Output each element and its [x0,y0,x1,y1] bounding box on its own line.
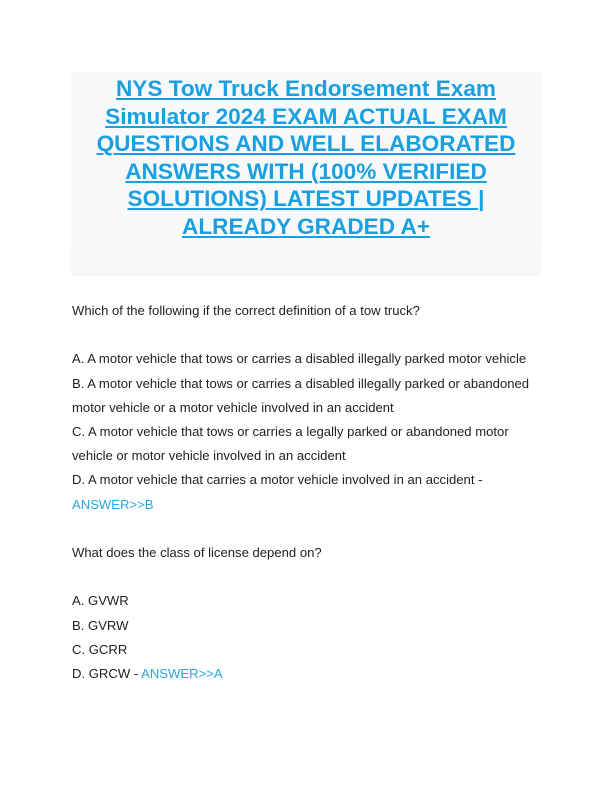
question-text: Which of the following if the correct definition of a tow truck? [72,303,420,318]
document-title[interactable]: NYS Tow Truck Endorsement Exam Simulator 2024 EXAM ACTUAL EXAM QUESTIONS AND WELL ELABORATED ANSWERS WITH (100% VERIFIED SOLUTIONS) LATEST UPDATES | ALREADY GRADED A+ [96,76,516,239]
option-a: A. GVWR [72,593,129,609]
question-text: What does the class of license depend on? [72,545,322,560]
option-a: A. A motor vehicle that tows or carries a disabled illegally parked motor vehicle [72,351,527,367]
option-d-text: D. GRCW - [72,666,139,681]
question-block-2 [72,541,532,686]
title-box [71,72,541,276]
answer-label: ANSWER>>A [141,666,223,681]
spacer [72,323,532,347]
question-block-1 [72,299,532,517]
option-b: B. GVRW [72,617,129,633]
option-d [72,662,532,686]
spacer [72,517,532,541]
option-d [72,468,532,516]
option-c: C. GCRR [72,641,128,657]
option-c: C. A motor vehicle that tows or carries a legally parked or abandoned motor vehicle or motor vehicle involved in an accident [72,424,509,464]
spacer [72,565,532,589]
option-b: B. A motor vehicle that tows or carries a disabled illegally parked or abandoned motor vehicle or a motor vehicle involved in an accident [72,375,530,415]
option-d-text: D. A motor vehicle that carries a motor vehicle involved in an accident - [72,472,483,488]
answer-label: ANSWER>>B [72,496,154,512]
document-body [72,299,532,686]
